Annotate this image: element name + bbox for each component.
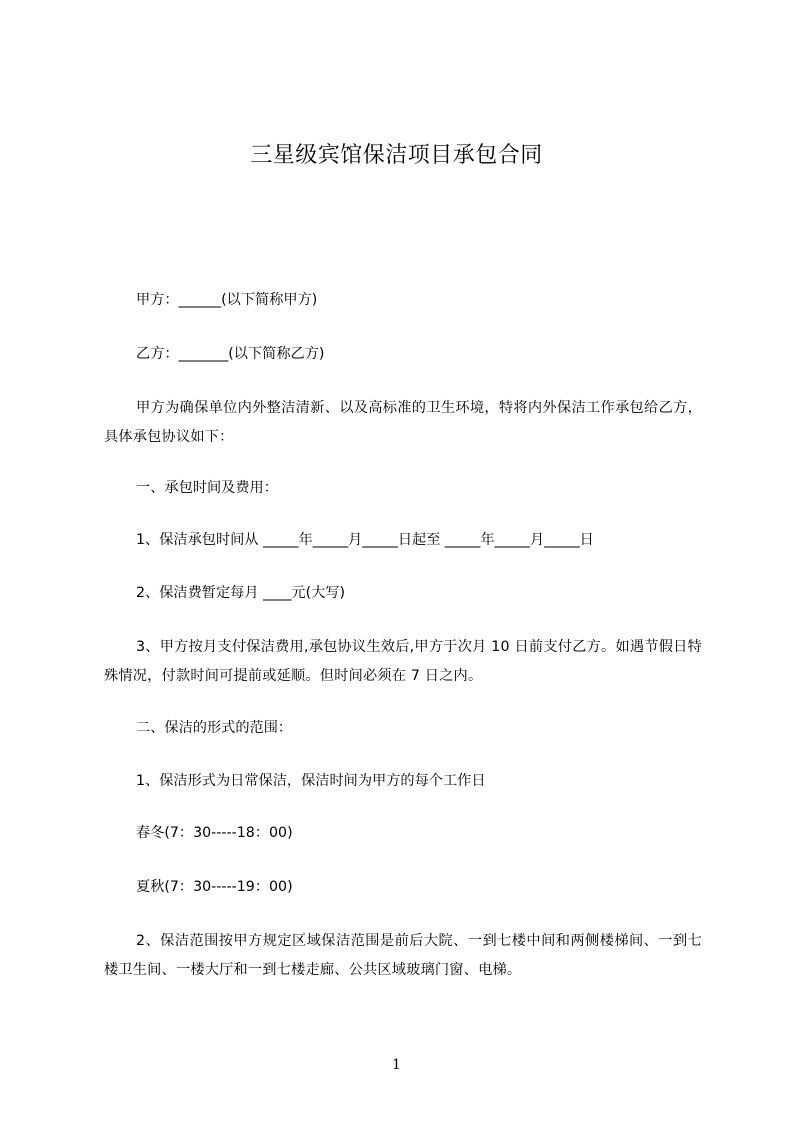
intro-paragraph: 甲方为确保单位内外整洁清新、以及高标准的卫生环境，特将内外保洁工作承包给乙方，具体承包协议如下： xyxy=(104,400,702,445)
hours-summer-autumn: 夏秋(7：30-----19：00) xyxy=(136,879,293,895)
clause-1-2: 2、保洁费暂定每月 ____元(大写) xyxy=(136,585,346,601)
clause-1-1: 1、保洁承包时间从 _____年_____月_____日起至 _____年_____月_____日 xyxy=(136,532,594,548)
section-2-heading: 二、保洁的形式的范围： xyxy=(136,720,293,736)
document-title: 三星级宾馆保洁项目承包合同 xyxy=(250,143,543,168)
section-1-heading: 一、承包时间及费用： xyxy=(136,480,278,496)
party-a-line: 甲方：______(以下简称甲方) xyxy=(136,292,318,308)
clause-2-2: 2、保洁范围按甲方规定区域保洁范围是前后大院、一到七楼中间和两侧楼梯间、一到七楼卫生间、一楼大厅和一到七楼走廊、公共区域玻璃门窗、电梯。 xyxy=(104,933,702,978)
hours-spring-winter: 春冬(7：30-----18：00) xyxy=(136,825,293,841)
clause-2-1: 1、保洁形式为日常保洁，保洁时间为甲方的每个工作日 xyxy=(136,773,486,789)
clause-1-3: 3、甲方按月支付保洁费用,承包协议生效后,甲方于次月 10 日前支付乙方。如遇节假日特殊情况，付款时间可提前或延顺。但时间必须在 7 日之内。 xyxy=(104,639,702,684)
page-number: 1 xyxy=(392,1057,401,1073)
party-b-line: 乙方：_______(以下简称乙方) xyxy=(136,346,325,362)
